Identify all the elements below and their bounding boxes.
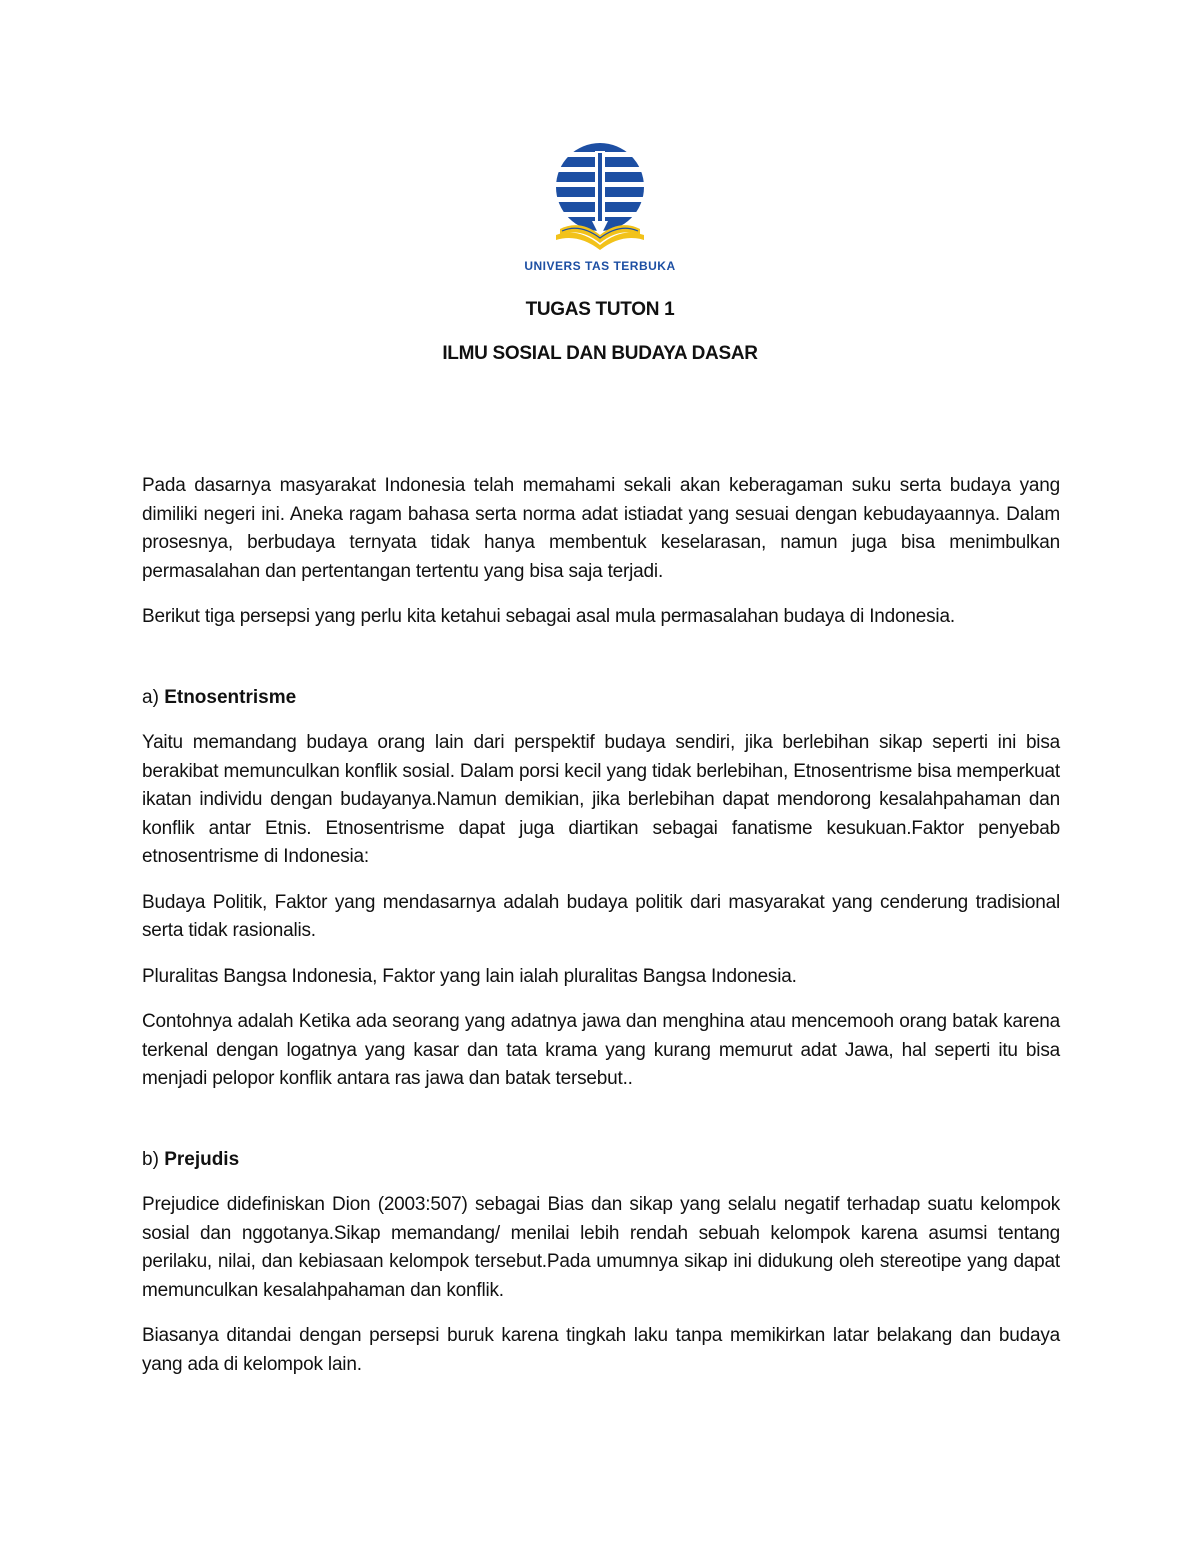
university-logo [520, 143, 680, 278]
section-a-heading [142, 684, 1060, 713]
course-title: ILMU SOSIAL DAN BUDAYA DASAR [442, 343, 758, 364]
section-b-paragraph-1: Prejudice didefiniskan Dion (2003:507) sebagai Bias dan sikap yang selalu negatif terhadap suatu kelompok sosial dan nggotanya.Sikap memandang/ menilai lebih rendah sebuah kelompok karena asumsi tentang perilaku, nilai, dan kebiasaan kelompok tersebut.Pada umumnya sikap ini didukung oleh stereotipe yang dapat memunculkan kesalahpahaman dan konflik. [142, 1194, 1060, 1301]
section-a-paragraph-4: Contohnya adalah Ketika ada seorang yang adatnya jawa dan menghina atau mencemooh orang batak karena terkenal dengan logatnya yang kasar dan tata krama yang kurang memurut adat Jawa, hal seperti itu bisa menjadi pelopor konflik antara ras jawa dan batak tersebut.. [142, 1011, 1060, 1089]
section-b-marker: b) [142, 1148, 159, 1170]
intro-paragraph-1: Pada dasarnya masyarakat Indonesia telah memahami sekali akan keberagaman suku serta budaya yang dimiliki negeri ini. Aneka ragam bahasa serta norma adat istiadat yang sesuai dengan kebudayaannya. Dalam prosesnya, berbudaya ternyata tidak hanya membentuk keselarasan, namun juga bisa menimbulkan permasalahan dan pertentangan tertentu yang bisa saja terjadi. [142, 475, 1060, 582]
document-title: TUGAS TUTON 1 [525, 299, 675, 320]
section-b-title: Prejudis [164, 1148, 240, 1170]
university-name: UNIVERS TAS TERBUKA [524, 259, 676, 273]
logo-emblem-icon [520, 143, 680, 255]
section-b-heading [142, 1146, 1060, 1175]
document-body [142, 472, 1060, 1396]
intro-paragraph-2: Berikut tiga persepsi yang perlu kita ketahui sebagai asal mula permasalahan budaya di Indonesia. [142, 606, 955, 627]
section-b-paragraph-2: Biasanya ditandai dengan persepsi buruk karena tingkah laku tanpa memikirkan latar belakang dan budaya yang ada di kelompok lain. [142, 1325, 1060, 1375]
section-a-paragraph-2: Budaya Politik, Faktor yang mendasarnya adalah budaya politik dari masyarakat yang cenderung tradisional serta tidak rasionalis. [142, 891, 1060, 941]
section-a-paragraph-3: Pluralitas Bangsa Indonesia, Faktor yang lain ialah pluralitas Bangsa Indonesia. [142, 965, 797, 987]
section-a-title: Etnosentrisme [164, 686, 297, 708]
section-a-paragraph-1: Yaitu memandang budaya orang lain dari perspektif budaya sendiri, jika berlebihan sikap seperti ini bisa berakibat memunculkan konflik sosial. Dalam porsi kecil yang tidak berlebihan, Etnosentrisme bisa memperkuat ikatan individu dengan budayanya.Namun demikian, jika berlebihan dapat mendorong kesalahpahaman dan konflik antar Etnis. Etnosentrisme dapat juga diartikan sebagai fanatisme kesukuan.Faktor penyebab etnosentrisme di Indonesia: [142, 732, 1060, 867]
section-a-marker: a) [142, 686, 159, 708]
